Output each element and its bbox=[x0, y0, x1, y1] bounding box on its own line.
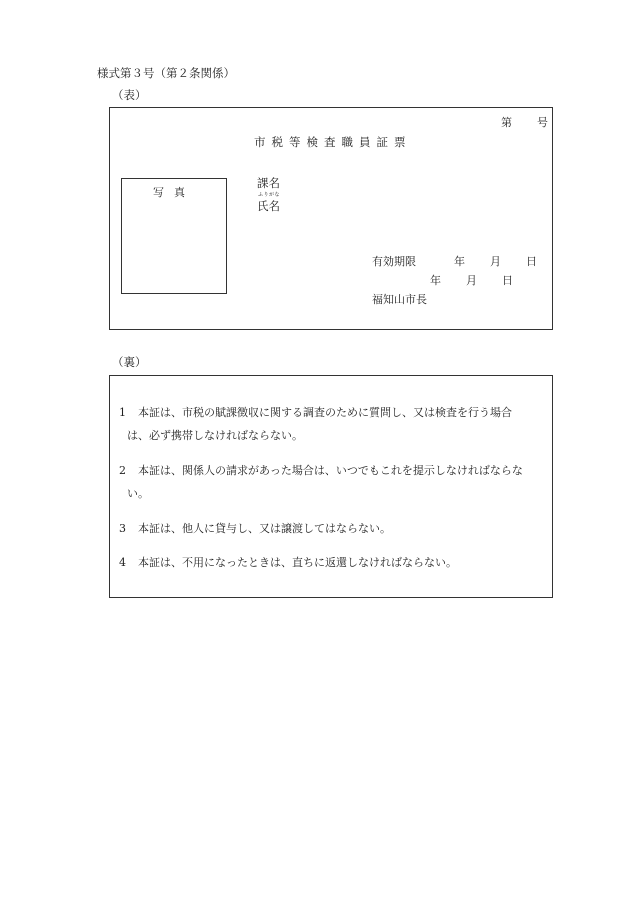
validity-month-1: 月 bbox=[490, 255, 501, 268]
back-side-label: （裏） bbox=[112, 355, 147, 369]
validity-year-2: 年 bbox=[430, 274, 441, 287]
front-side-label: （表） bbox=[112, 88, 147, 102]
validity-year-1: 年 bbox=[454, 255, 465, 268]
clause-text-continued: は、必ず携帯しなければならない。 bbox=[127, 429, 303, 442]
photo-label: 写真 bbox=[153, 186, 195, 199]
card-number-prefix: 第 bbox=[501, 116, 512, 129]
validity-day-2: 日 bbox=[502, 274, 513, 287]
clause-number: 4 bbox=[119, 556, 126, 569]
clause-text: 本証は、不用になったときは、直ちに返還しなければならない。 bbox=[138, 556, 457, 569]
clause-text: 本証は、他人に貸与し、又は譲渡してはならない。 bbox=[138, 522, 391, 535]
issuer-label: 福知山市長 bbox=[372, 293, 427, 306]
card-number-suffix: 号 bbox=[537, 116, 548, 129]
furigana-label: ふりがな bbox=[258, 192, 281, 198]
validity-label: 有効期限 bbox=[372, 255, 416, 268]
department-label: 課名 bbox=[257, 176, 280, 190]
clause-text: 本証は、市税の賦課徴収に関する調査のために質問し、又は検査を行う場合 bbox=[138, 406, 512, 419]
validity-day-1: 日 bbox=[526, 255, 537, 268]
clause-text-continued: い。 bbox=[127, 487, 149, 500]
clause-number: 2 bbox=[119, 464, 126, 477]
form-number-label: 様式第３号（第２条関係） bbox=[97, 66, 235, 80]
name-label: 氏名 bbox=[257, 199, 280, 213]
card-title: 市税等検査職員証票 bbox=[254, 135, 412, 149]
clause-number: 1 bbox=[119, 406, 126, 419]
id-card-back bbox=[109, 375, 553, 598]
clause-number: 3 bbox=[119, 522, 126, 535]
validity-month-2: 月 bbox=[466, 274, 477, 287]
clause-text: 本証は、関係人の請求があった場合は、いつでもこれを提示しなければならな bbox=[138, 464, 523, 477]
id-card-front bbox=[109, 107, 553, 330]
photo-box bbox=[121, 178, 227, 294]
